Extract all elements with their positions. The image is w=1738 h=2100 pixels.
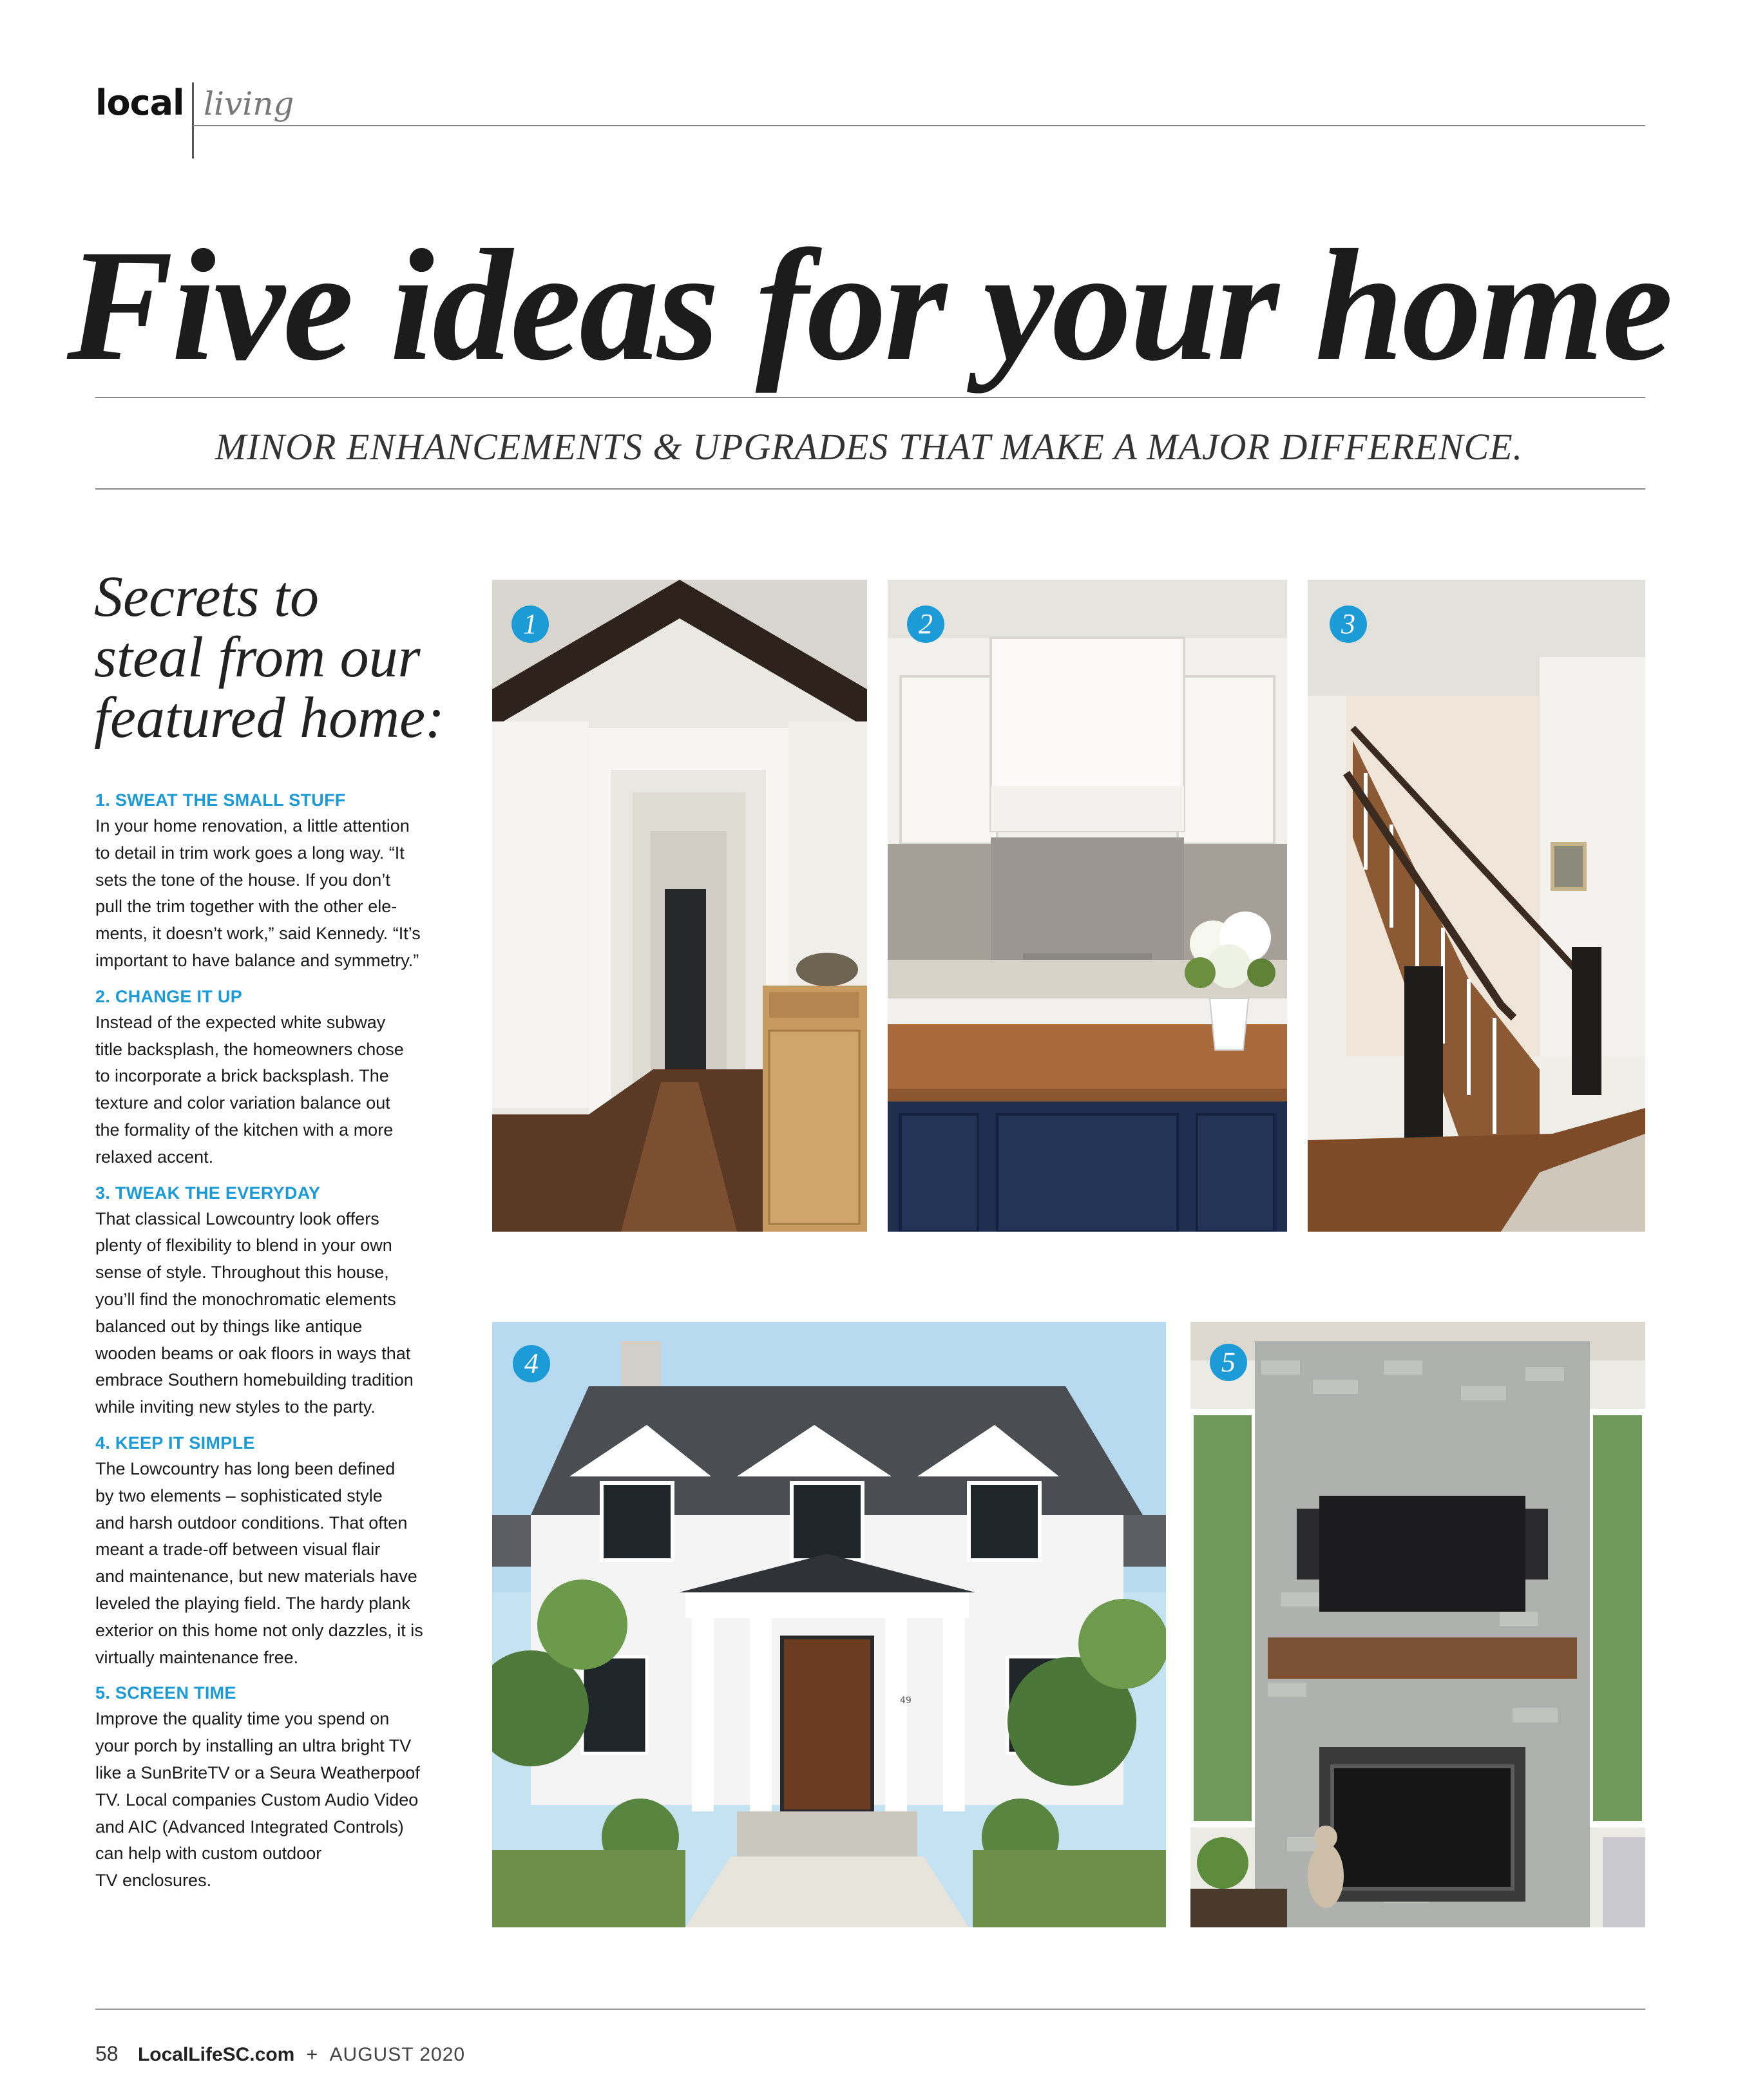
tip-line: texture and color variation balance out: [95, 1093, 390, 1113]
tip-1: [95, 787, 463, 975]
tip-line: pull the trim together with the other ele-: [95, 897, 397, 917]
brand-local: local: [95, 82, 184, 123]
tip-line: ments, it doesn’t work,” said Kennedy. “It’s: [95, 924, 421, 944]
tip-line: The Lowcountry has long been defined: [95, 1458, 396, 1478]
tip-line: exterior on this home not only dazzles, it is: [95, 1620, 423, 1640]
hallway-illustration: [492, 580, 867, 1232]
photo-badge: 4: [513, 1345, 550, 1382]
tip-line: by two elements – sophisticated style: [95, 1485, 383, 1505]
photo-kitchen: [888, 580, 1287, 1232]
tip-line: meant a trade-off between visual flair: [95, 1540, 381, 1560]
tip-line: Instead of the expected white subway: [95, 1012, 386, 1032]
tip-body: [95, 1706, 463, 1895]
photo-staircase: [1308, 580, 1645, 1232]
tip-title: 1. SWEAT THE SMALL STUFF: [95, 790, 346, 810]
tip-line: sets the tone of the house. If you don’t: [95, 870, 390, 890]
tip-body: [95, 1206, 463, 1421]
tip-line: In your home renovation, a little attention: [95, 816, 410, 835]
tip-body: [95, 1009, 463, 1171]
tip-line: Improve the quality time you spend on: [95, 1709, 390, 1729]
photo-badge: 5: [1210, 1344, 1247, 1381]
tip-line: plenty of flexibility to blend in your own: [95, 1236, 392, 1255]
tip-line: That classical Lowcountry look offers: [95, 1208, 379, 1228]
tip-line: and harsh outdoor conditions. That often: [95, 1513, 408, 1532]
tip-line: TV. Local companies Custom Audio Video: [95, 1790, 419, 1809]
tip-line: can help with custom outdoor: [95, 1844, 322, 1864]
tip-3: [95, 1180, 463, 1421]
footer-rule: [95, 2009, 1645, 2010]
tip-body: [95, 1456, 463, 1671]
fireplace-illustration: [1190, 1322, 1645, 1927]
tip-5: [95, 1680, 463, 1895]
secrets-heading: [94, 567, 455, 749]
footer-site: LocalLifeSC.com: [137, 2044, 295, 2065]
photo-fireplace: [1190, 1322, 1645, 1927]
tip-title: 5. SCREEN TIME: [95, 1683, 236, 1703]
house-number: 49: [900, 1695, 912, 1706]
tip-line: leveled the playing field. The hardy plank: [95, 1593, 410, 1613]
tip-line: to incorporate a brick backsplash. The: [95, 1066, 389, 1086]
tip-title: 4. KEEP IT SIMPLE: [95, 1433, 255, 1453]
tip-body: [95, 813, 463, 975]
photo-hallway: [492, 580, 867, 1232]
brand-living: living: [204, 85, 294, 122]
tip-line: while inviting new styles to the party.: [95, 1397, 376, 1417]
house-illustration: [492, 1322, 1166, 1927]
page-footer: [95, 2042, 465, 2066]
tip-line: the formality of the kitchen with a more: [95, 1120, 394, 1140]
photo-house-exterior: [492, 1322, 1166, 1927]
tip-line: wooden beams or oak floors in ways that: [95, 1343, 411, 1363]
tip-line: to detail in trim work goes a long way. “It: [95, 843, 405, 863]
secrets-heading-line: steal from our: [94, 625, 421, 689]
footer-separator: +: [306, 2044, 318, 2065]
tip-line: embrace Southern homebuilding tradition: [95, 1370, 414, 1390]
photo-badge: 2: [907, 606, 944, 643]
tip-4: [95, 1430, 463, 1671]
photo-badge: 1: [511, 606, 549, 643]
tip-line: virtually maintenance free.: [95, 1647, 299, 1667]
tip-line: title backsplash, the homeowners chose: [95, 1039, 404, 1059]
tip-line: like a SunBriteTV or a Seura Weatherpoof: [95, 1762, 420, 1782]
tip-line: your porch by installing an ultra bright TV: [95, 1736, 412, 1756]
tip-2: [95, 984, 463, 1171]
header-rule: [193, 125, 1645, 126]
photo-badge: 3: [1330, 606, 1367, 643]
secrets-heading-line: featured home:: [94, 686, 444, 750]
tip-line: and AIC (Advanced Integrated Controls): [95, 1817, 404, 1837]
tip-line: TV enclosures.: [95, 1871, 212, 1891]
secrets-heading-line: Secrets to: [94, 565, 320, 629]
page-title: Five ideas for your home: [66, 216, 1672, 394]
page-number: 58: [95, 2042, 119, 2065]
tip-line: important to have balance and symmetry.”: [95, 950, 419, 970]
tip-line: sense of style. Throughout this house,: [95, 1263, 389, 1283]
tip-line: you’ll find the monochromatic elements: [95, 1289, 396, 1309]
title-rule: [95, 397, 1645, 398]
tips-list: [95, 787, 463, 1904]
tip-line: relaxed accent.: [95, 1147, 214, 1167]
brand-divider: [192, 82, 194, 158]
tip-title: 2. CHANGE IT UP: [95, 986, 243, 1006]
subtitle-rule: [95, 488, 1645, 490]
staircase-illustration: [1308, 580, 1645, 1232]
tip-line: and maintenance, but new materials have: [95, 1567, 417, 1587]
page-subtitle: MINOR ENHANCEMENTS & UPGRADES THAT MAKE A MAJOR DIFFERENCE.: [215, 426, 1523, 468]
kitchen-illustration: [888, 580, 1287, 1232]
footer-issue: AUGUST 2020: [329, 2044, 466, 2065]
tip-title: 3. TWEAK THE EVERYDAY: [95, 1183, 321, 1203]
tip-line: balanced out by things like antique: [95, 1316, 363, 1336]
